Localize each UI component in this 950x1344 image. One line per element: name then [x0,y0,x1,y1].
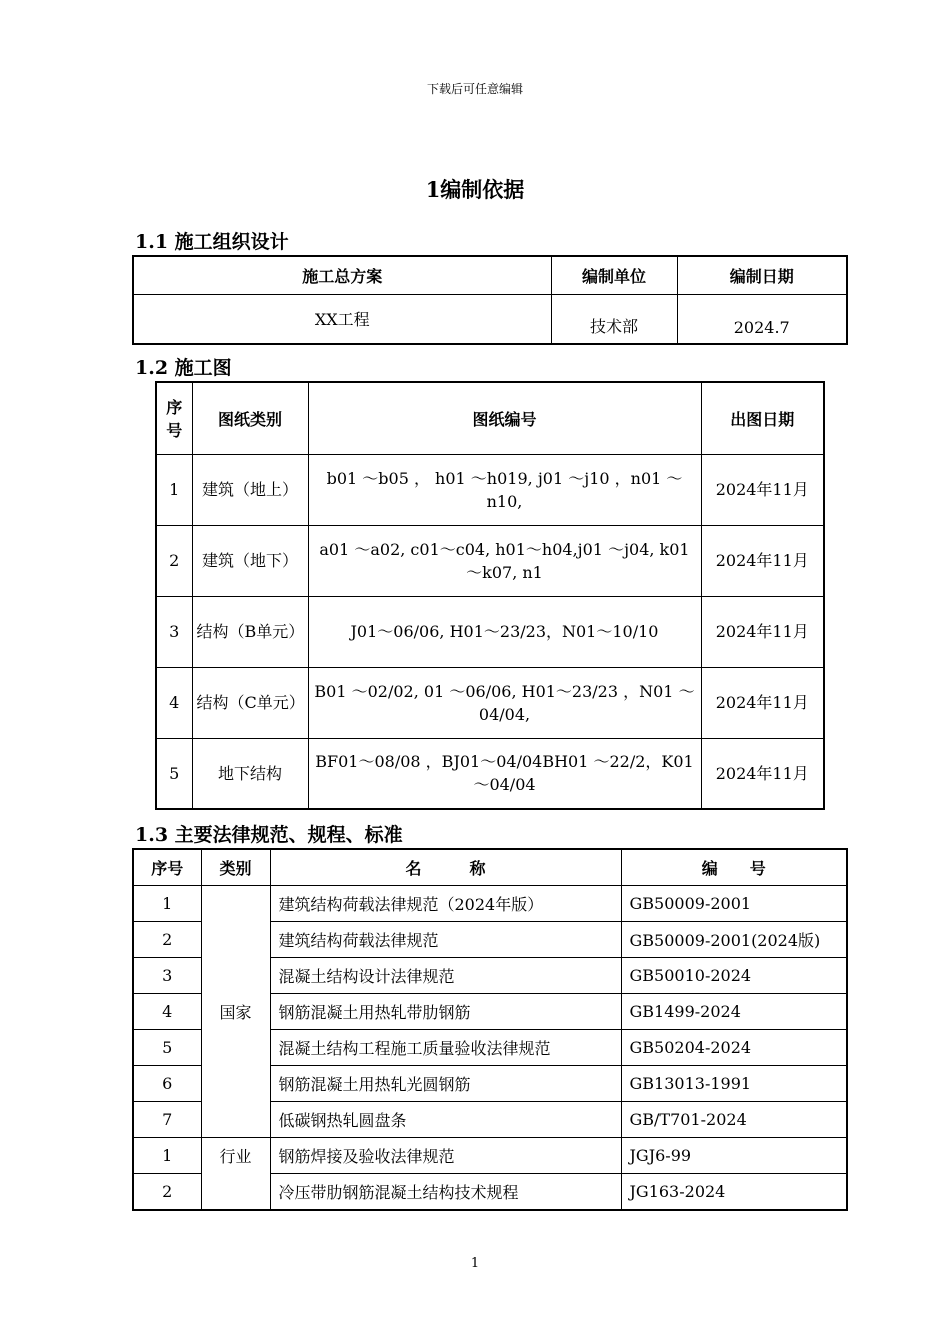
drawings-table [155,381,825,810]
table-row [156,667,824,738]
standard-name: 钢筋混凝土用热轧光圆钢筋 [270,1065,621,1101]
header-cell: 名 称 [270,849,621,885]
standard-name: 低碳钢热轧圆盘条 [270,1101,621,1137]
drawing-category: 地下结构 [192,738,308,809]
standard-name: 钢筋混凝土用热轧带肋钢筋 [270,993,621,1029]
standard-name: 钢筋焊接及验收法律规范 [270,1137,621,1173]
table-row [156,454,824,525]
document-title: 1编制依据 [425,177,525,202]
drawing-date: 2024年11月 [701,525,824,596]
standard-name: 混凝土结构设计法律规范 [270,957,621,993]
header-cell: 施工总方案 [133,256,551,294]
row-number: 5 [156,738,192,809]
row-number: 1 [156,454,192,525]
row-number: 6 [133,1065,201,1101]
row-number: 3 [156,596,192,667]
construction-design-table [132,255,848,345]
drawing-date: 2024年11月 [701,454,824,525]
standard-code: GB50009-2001 [621,885,847,921]
standard-name: 混凝土结构工程施工质量验收法律规范 [270,1029,621,1065]
drawing-category: 结构（B单元） [192,596,308,667]
row-number: 2 [133,1173,201,1210]
table-row [133,294,847,344]
standard-name: 建筑结构荷载法律规范 [270,921,621,957]
section-title-construction-design: 1.1 施工组织设计 [135,231,289,253]
drawing-codes: b01 ～b05 ， h01 ～h019, j01 ～j10 ，n01 ～n10, [308,454,701,525]
row-number: 1 [133,1137,201,1173]
row-number: 7 [133,1101,201,1137]
section-title-drawings: 1.2 施工图 [135,357,232,379]
header-cell: 序号 [133,849,201,885]
standard-code: GB1499-2024 [621,993,847,1029]
standard-name: 建筑结构荷载法律规范（2024年版） [270,885,621,921]
drawing-codes: a01 ～a02, c01～c04, h01～h04,j01 ～j04, k01～k07, n1 [308,525,701,596]
drawing-category: 建筑（地下） [192,525,308,596]
drawing-codes: J01～06/06, H01～23/23，N01～10/10 [308,596,701,667]
header-cell: 图纸类别 [192,382,308,454]
drawing-date: 2024年11月 [701,596,824,667]
table-header-row [156,382,824,454]
standard-code: GB50009-2001(2024版) [621,921,847,957]
standard-code: GB13013-1991 [621,1065,847,1101]
standard-code: GB50010-2024 [621,957,847,993]
section-title-standards: 1.3 主要法律规范、规程、标准 [135,824,403,846]
drawing-date: 2024年11月 [701,667,824,738]
header-note: 下载后可任意编辑 [426,82,523,96]
row-number: 5 [133,1029,201,1065]
table-row [156,525,824,596]
unit-cell: 技术部 [551,294,677,344]
row-number: 2 [156,525,192,596]
drawing-codes: B01 ～02/02, 01 ～06/06, H01～23/23 ，N01 ～04/04, [308,667,701,738]
page-number: 1 [470,1256,480,1271]
date-cell: 2024.7 [677,294,847,344]
standards-table [132,848,848,1211]
drawing-category: 结构（C单元） [192,667,308,738]
header-cell: 类别 [201,849,270,885]
table-row [156,596,824,667]
header-cell: 编 号 [621,849,847,885]
drawing-codes: BF01～08/08 ，BJ01～04/04BH01 ～22/2，K01 ～04/04 [308,738,701,809]
drawing-category: 建筑（地上） [192,454,308,525]
header-cell: 编制日期 [677,256,847,294]
table-header-row [133,849,847,885]
category-industry: 行业 [201,1137,270,1210]
standard-code: GB50204-2024 [621,1029,847,1065]
standard-code: JG163-2024 [621,1173,847,1210]
header-cell: 出图日期 [701,382,824,454]
category-national: 国家 [201,885,270,1137]
header-cell: 编制单位 [551,256,677,294]
table-header-row [133,256,847,294]
table-row [133,1137,847,1173]
table-row [156,738,824,809]
drawing-date: 2024年11月 [701,738,824,809]
row-number: 2 [133,921,201,957]
standard-code: GB/T701-2024 [621,1101,847,1137]
row-number: 4 [156,667,192,738]
header-cell: 序号 [156,382,192,454]
standard-code: JGJ6-99 [621,1137,847,1173]
standard-name: 冷压带肋钢筋混凝土结构技术规程 [270,1173,621,1210]
header-cell: 图纸编号 [308,382,701,454]
row-number: 3 [133,957,201,993]
row-number: 4 [133,993,201,1029]
plan-name-cell: XX工程 [133,294,551,344]
table-row [133,885,847,921]
row-number: 1 [133,885,201,921]
